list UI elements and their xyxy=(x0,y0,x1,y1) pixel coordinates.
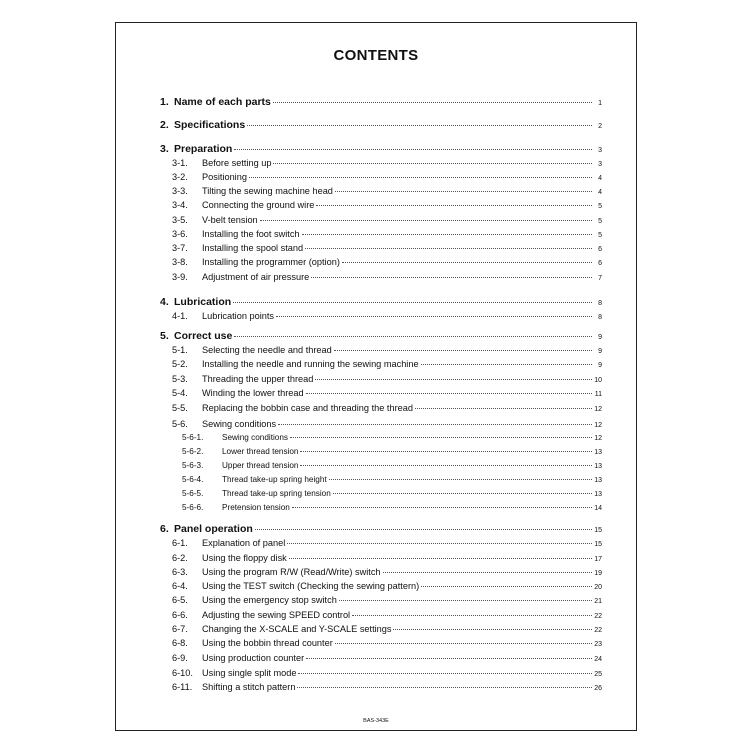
toc-subsection-entry xyxy=(160,200,602,210)
toc-entry-label: Lubrication points xyxy=(202,311,275,321)
toc-entry-number: 6-9. xyxy=(172,653,188,663)
toc-entry-label: Winding the lower thread xyxy=(202,388,304,398)
toc-page-number: 20 xyxy=(594,584,602,591)
toc-entry-number: 4-1. xyxy=(172,311,188,321)
toc-subsection-entry xyxy=(160,489,602,498)
toc-section-entry xyxy=(160,96,602,108)
toc-entry-label: Threading the upper thread xyxy=(202,374,314,384)
toc-entry-number: 3-6. xyxy=(172,229,188,239)
dot-leader xyxy=(289,558,592,559)
toc-page-number: 4 xyxy=(598,189,602,196)
toc-page-number: 25 xyxy=(594,671,602,678)
toc-entry-number: 5-6-3. xyxy=(182,461,204,470)
dot-leader xyxy=(249,177,592,178)
toc-entry-number: 6. xyxy=(160,523,169,535)
toc-entry-number: 6-6. xyxy=(172,610,188,620)
toc-entry-number: 5-3. xyxy=(172,374,188,384)
toc-entry-number: 5-4. xyxy=(172,388,188,398)
toc-page-number: 9 xyxy=(598,348,602,355)
toc-page-number: 22 xyxy=(594,613,602,620)
dot-leader xyxy=(421,364,592,365)
toc-entry-number: 3-2. xyxy=(172,172,188,182)
toc-subsection-entry xyxy=(160,610,602,620)
dot-leader xyxy=(276,316,592,317)
toc-subsection-entry xyxy=(160,538,602,548)
toc-entry-number: 6-8. xyxy=(172,638,188,648)
toc-page-number: 8 xyxy=(598,300,602,307)
toc-subsection-entry xyxy=(160,403,602,413)
toc-entry-label: Tilting the sewing machine head xyxy=(202,186,333,196)
toc-entry-label: Lubrication xyxy=(174,296,232,308)
toc-entry-label: Thread take-up spring height xyxy=(222,475,327,484)
toc-entry-label: Installing the needle and running the sewing machine xyxy=(202,359,419,369)
toc-entry-label: Using the program R/W (Read/Write) switch xyxy=(202,567,381,577)
toc-subsection-entry xyxy=(160,638,602,648)
toc-subsection-entry xyxy=(160,503,602,512)
toc-page-number: 15 xyxy=(594,541,602,548)
toc-entry-label: Using production counter xyxy=(202,653,305,663)
toc-subsection-entry xyxy=(160,186,602,196)
toc-page-number: 11 xyxy=(594,391,602,398)
toc-subsection-entry xyxy=(160,419,602,429)
dot-leader xyxy=(302,234,592,235)
toc-entry-number: 3-7. xyxy=(172,243,188,253)
toc-entry-number: 3-8. xyxy=(172,257,188,267)
toc-entry-number: 6-5. xyxy=(172,595,188,605)
toc-subsection-entry xyxy=(160,447,602,456)
toc-section-entry xyxy=(160,143,602,155)
toc-subsection-entry xyxy=(160,581,602,591)
toc-section-entry xyxy=(160,330,602,342)
toc-subsection-entry xyxy=(160,257,602,267)
toc-entry-number: 4. xyxy=(160,296,169,308)
toc-page-number: 2 xyxy=(598,123,602,130)
dot-leader xyxy=(290,437,592,438)
toc-entry-label: Using the TEST switch (Checking the sewing pattern) xyxy=(202,581,420,591)
toc-subsection-entry xyxy=(160,653,602,663)
toc-page-number: 15 xyxy=(594,527,602,534)
toc-entry-label: Explanation of panel xyxy=(202,538,286,548)
toc-entry-number: 3-4. xyxy=(172,200,188,210)
toc-page-number: 22 xyxy=(594,627,602,634)
toc-subsection-entry xyxy=(160,567,602,577)
toc-subsection-entry xyxy=(160,359,602,369)
toc-entry-number: 6-2. xyxy=(172,553,188,563)
toc-page-number: 7 xyxy=(598,275,602,282)
toc-entry-number: 5. xyxy=(160,330,169,342)
toc-page-number: 13 xyxy=(594,477,602,484)
toc-page-number: 8 xyxy=(598,314,602,321)
toc-entry-number: 3-9. xyxy=(172,272,188,282)
toc-subsection-entry xyxy=(160,229,602,239)
toc-entry-label: Replacing the bobbin case and threading the thread xyxy=(202,403,413,413)
toc-subsection-entry xyxy=(160,345,602,355)
toc-entry-label: Preparation xyxy=(174,143,233,155)
toc-page-number: 9 xyxy=(598,334,602,341)
toc-entry-label: Changing the X-SCALE and Y-SCALE settings xyxy=(202,624,392,634)
dot-leader xyxy=(297,687,592,688)
toc-entry-number: 5-6-5. xyxy=(182,489,204,498)
toc-entry-label: Lower thread tension xyxy=(222,447,299,456)
toc-entry-label: Sewing conditions xyxy=(222,433,288,442)
document-code: BAS-343E xyxy=(363,718,389,724)
dot-leader xyxy=(233,302,592,303)
dot-leader xyxy=(260,220,592,221)
dot-leader xyxy=(311,277,592,278)
dot-leader xyxy=(333,493,592,494)
toc-entry-label: Name of each parts xyxy=(174,96,271,108)
toc-page-number: 3 xyxy=(598,161,602,168)
dot-leader xyxy=(273,163,592,164)
dot-leader xyxy=(315,379,592,380)
toc-page-number: 12 xyxy=(594,422,602,429)
toc-entry-label: Selecting the needle and thread xyxy=(202,345,332,355)
toc-subsection-entry xyxy=(160,158,602,168)
toc-page-number: 4 xyxy=(598,175,602,182)
toc-subsection-entry xyxy=(160,388,602,398)
toc-page-number: 5 xyxy=(598,203,602,210)
toc-page-number: 5 xyxy=(598,232,602,239)
dot-leader xyxy=(292,507,592,508)
dot-leader xyxy=(342,262,592,263)
toc-entry-number: 3. xyxy=(160,143,169,155)
toc-page-number: 19 xyxy=(594,570,602,577)
toc-subsection-entry xyxy=(160,172,602,182)
toc-subsection-entry xyxy=(160,624,602,634)
toc-entry-label: Connecting the ground wire xyxy=(202,200,315,210)
toc-subsection-entry xyxy=(160,682,602,692)
toc-entry-label: Specifications xyxy=(174,119,246,131)
dot-leader xyxy=(339,600,592,601)
toc-subsection-entry xyxy=(160,272,602,282)
dot-leader xyxy=(273,102,592,103)
toc-entry-number: 5-6-1. xyxy=(182,433,204,442)
toc-page-number: 14 xyxy=(594,505,602,512)
dot-leader xyxy=(335,191,592,192)
toc-entry-number: 3-3. xyxy=(172,186,188,196)
toc-page-number: 3 xyxy=(598,147,602,154)
toc-page-number: 6 xyxy=(598,260,602,267)
dot-leader xyxy=(329,479,592,480)
toc-entry-number: 6-4. xyxy=(172,581,188,591)
toc-entry-number: 1. xyxy=(160,96,169,108)
toc-page-number: 5 xyxy=(598,218,602,225)
toc-page-number: 21 xyxy=(594,598,602,605)
toc-page-number: 12 xyxy=(594,406,602,413)
dot-leader xyxy=(247,125,592,126)
toc-subsection-entry xyxy=(160,433,602,442)
toc-entry-label: Correct use xyxy=(174,330,233,342)
toc-entry-number: 6-11. xyxy=(172,682,193,692)
toc-subsection-entry xyxy=(160,311,602,321)
toc-subsection-entry xyxy=(160,553,602,563)
toc-entry-number: 3-1. xyxy=(172,158,188,168)
dot-leader xyxy=(334,350,592,351)
toc-entry-number: 2. xyxy=(160,119,169,131)
toc-entry-label: Installing the foot switch xyxy=(202,229,300,239)
toc-subsection-entry xyxy=(160,461,602,470)
dot-leader xyxy=(305,248,592,249)
toc-entry-number: 5-2. xyxy=(172,359,188,369)
dot-leader xyxy=(300,451,592,452)
toc-entry-label: Upper thread tension xyxy=(222,461,299,470)
toc-entry-number: 5-6. xyxy=(172,419,188,429)
dot-leader xyxy=(316,205,592,206)
toc-section-entry xyxy=(160,119,602,131)
toc-page-number: 17 xyxy=(594,556,602,563)
toc-subsection-entry xyxy=(160,243,602,253)
toc-page-number: 9 xyxy=(598,362,602,369)
dot-leader xyxy=(300,465,592,466)
toc-page-number: 23 xyxy=(594,641,602,648)
dot-leader xyxy=(287,543,592,544)
dot-leader xyxy=(298,673,592,674)
toc-entry-number: 5-6-4. xyxy=(182,475,204,484)
toc-entry-label: Adjustment of air pressure xyxy=(202,272,310,282)
dot-leader xyxy=(306,658,592,659)
toc-page-number: 6 xyxy=(598,246,602,253)
dot-leader xyxy=(255,529,592,530)
toc-entry-label: Before setting up xyxy=(202,158,272,168)
toc-entry-label: Using the floppy disk xyxy=(202,553,287,563)
toc-page-number: 1 xyxy=(598,100,602,107)
toc-entry-label: Adjusting the sewing SPEED control xyxy=(202,610,351,620)
toc-entry-label: Pretension tension xyxy=(222,503,290,512)
dot-leader xyxy=(306,393,592,394)
toc-page-number: 13 xyxy=(594,491,602,498)
toc-entry-number: 6-3. xyxy=(172,567,188,577)
toc-subsection-entry xyxy=(160,595,602,605)
toc-entry-label: Using the emergency stop switch xyxy=(202,595,337,605)
toc-entry-number: 5-1. xyxy=(172,345,188,355)
page-title: CONTENTS xyxy=(333,47,419,64)
toc-page-number: 13 xyxy=(594,449,602,456)
toc-page-number: 24 xyxy=(594,656,602,663)
toc-entry-label: Installing the spool stand xyxy=(202,243,304,253)
toc-page-number: 26 xyxy=(594,685,602,692)
dot-leader xyxy=(352,615,592,616)
toc-entry-number: 6-7. xyxy=(172,624,188,634)
toc-entry-label: Shifting a stitch pattern xyxy=(202,682,296,692)
dot-leader xyxy=(335,643,592,644)
toc-entry-number: 5-6-6. xyxy=(182,503,204,512)
toc-page-number: 10 xyxy=(594,377,602,384)
dot-leader xyxy=(383,572,592,573)
toc-section-entry xyxy=(160,523,602,535)
toc-entry-label: Sewing conditions xyxy=(202,419,277,429)
toc-entry-number: 6-1. xyxy=(172,538,188,548)
toc-entry-number: 6-10. xyxy=(172,668,193,678)
toc-page-number: 13 xyxy=(594,463,602,470)
toc-entry-label: Installing the programmer (option) xyxy=(202,257,340,267)
toc-entry-label: Using the bobbin thread counter xyxy=(202,638,333,648)
dot-leader xyxy=(393,629,592,630)
toc-entry-number: 5-5. xyxy=(172,403,188,413)
toc-entry-label: Using single split mode xyxy=(202,668,297,678)
toc-subsection-entry xyxy=(160,374,602,384)
document-page xyxy=(115,22,637,731)
dot-leader xyxy=(278,424,592,425)
toc-entry-number: 5-6-2. xyxy=(182,447,204,456)
toc-section-entry xyxy=(160,296,602,308)
dot-leader xyxy=(421,586,592,587)
toc-entry-label: Panel operation xyxy=(174,523,253,535)
dot-leader xyxy=(234,336,592,337)
toc-entry-label: Positioning xyxy=(202,172,247,182)
toc-subsection-entry xyxy=(160,215,602,225)
toc-subsection-entry xyxy=(160,475,602,484)
dot-leader xyxy=(234,149,592,150)
toc-subsection-entry xyxy=(160,668,602,678)
toc-page-number: 12 xyxy=(594,435,602,442)
dot-leader xyxy=(415,408,592,409)
toc-entry-label: Thread take-up spring tension xyxy=(222,489,331,498)
toc-entry-number: 3-5. xyxy=(172,215,188,225)
toc-entry-label: V-belt tension xyxy=(202,215,258,225)
